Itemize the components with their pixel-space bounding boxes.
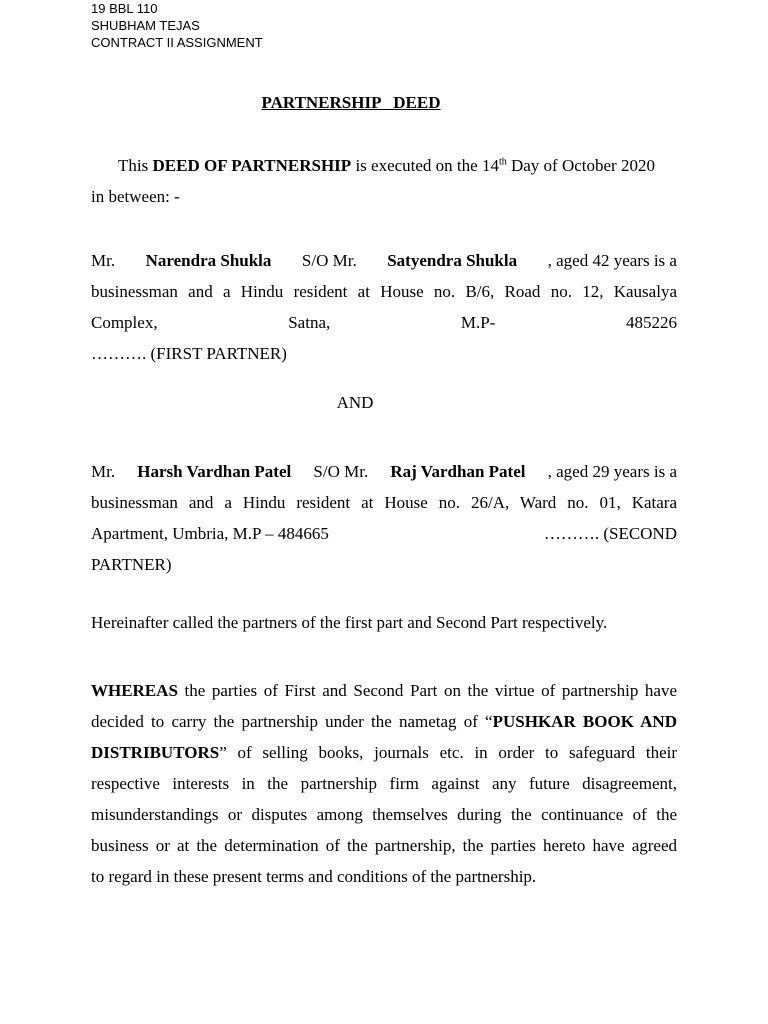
intro-paragraph (91, 150, 677, 212)
first-partner-line-3: Complex, Satna, M.P- 485226 (91, 313, 677, 332)
header-assignment-title: CONTRACT II ASSIGNMENT (91, 35, 263, 50)
firm-name-part-2: DISTRIBUTORS (91, 743, 220, 762)
first-partner-line-2-text: businessman and a Hindu resident at House no. B/6, Road no. 12, Kausalya (91, 282, 677, 301)
whereas-line-6: business or at the determination of the partnership, the parties hereto have agreed (91, 836, 677, 855)
firm-name-part-1: PUSHKAR BOOK AND (492, 712, 677, 731)
intro-line-2: in between: - (91, 187, 180, 206)
deed-of-partnership-label: DEED OF PARTNERSHIP (152, 156, 352, 175)
and-separator: AND (336, 393, 374, 412)
second-partner-father: Raj Vardhan Patel (390, 462, 526, 481)
second-partner-line-2: businessman and a Hindu resident at House no. 26/A, Ward no. 01, Katara (91, 493, 677, 512)
second-partner-line-3: Apartment, Umbria, M.P – 484665 ………. (SECOND (91, 524, 677, 543)
hereinafter-paragraph: Hereinafter called the partners of the first part and Second Part respectively. (91, 613, 608, 632)
whereas-line-2: decided to carry the partnership under the nametag of “PUSHKAR BOOK AND (91, 712, 677, 731)
whereas-paragraph (91, 675, 677, 892)
header-roll-number: 19 BBL 110 (91, 1, 158, 16)
first-partner-paragraph (91, 245, 677, 369)
second-partner-line-1: Mr. Harsh Vardhan Patel S/O Mr. Raj Vardhan Patel , aged 29 years is a (91, 456, 677, 487)
header-student-name: SHUBHAM TEJAS (91, 18, 200, 33)
whereas-line-3: DISTRIBUTORS” of selling books, journals etc. in order to safeguard their (91, 743, 677, 762)
first-partner-line-2 (91, 276, 677, 307)
intro-line-1: This DEED OF PARTNERSHIP is executed on the 14th Day of October 2020 (118, 156, 655, 175)
whereas-label: WHEREAS (91, 681, 178, 700)
second-partner-name: Harsh Vardhan Patel (137, 462, 292, 481)
whereas-line-1: WHEREAS the parties of First and Second Part on the virtue of partnership have (91, 681, 677, 700)
whereas-line-4: respective interests in the partnership firm against any future disagreement, (91, 774, 677, 793)
second-partner-label: PARTNER) (91, 555, 172, 574)
second-partner-paragraph (91, 456, 677, 580)
first-partner-line-1: Mr. Narendra Shukla S/O Mr. Satyendra Shukla , aged 42 years is a (91, 245, 677, 276)
first-partner-father: Satyendra Shukla (387, 251, 518, 270)
whereas-line-5: misunderstandings or disputes among themselves during the continuance of the (91, 805, 677, 824)
first-partner-label: ………. (FIRST PARTNER) (91, 344, 287, 363)
first-partner-name: Narendra Shukla (145, 251, 272, 270)
document-title: PARTNERSHIP DEED (261, 93, 441, 112)
whereas-line-7: to regard in these present terms and conditions of the partnership. (91, 867, 537, 886)
document-header (91, 0, 263, 51)
